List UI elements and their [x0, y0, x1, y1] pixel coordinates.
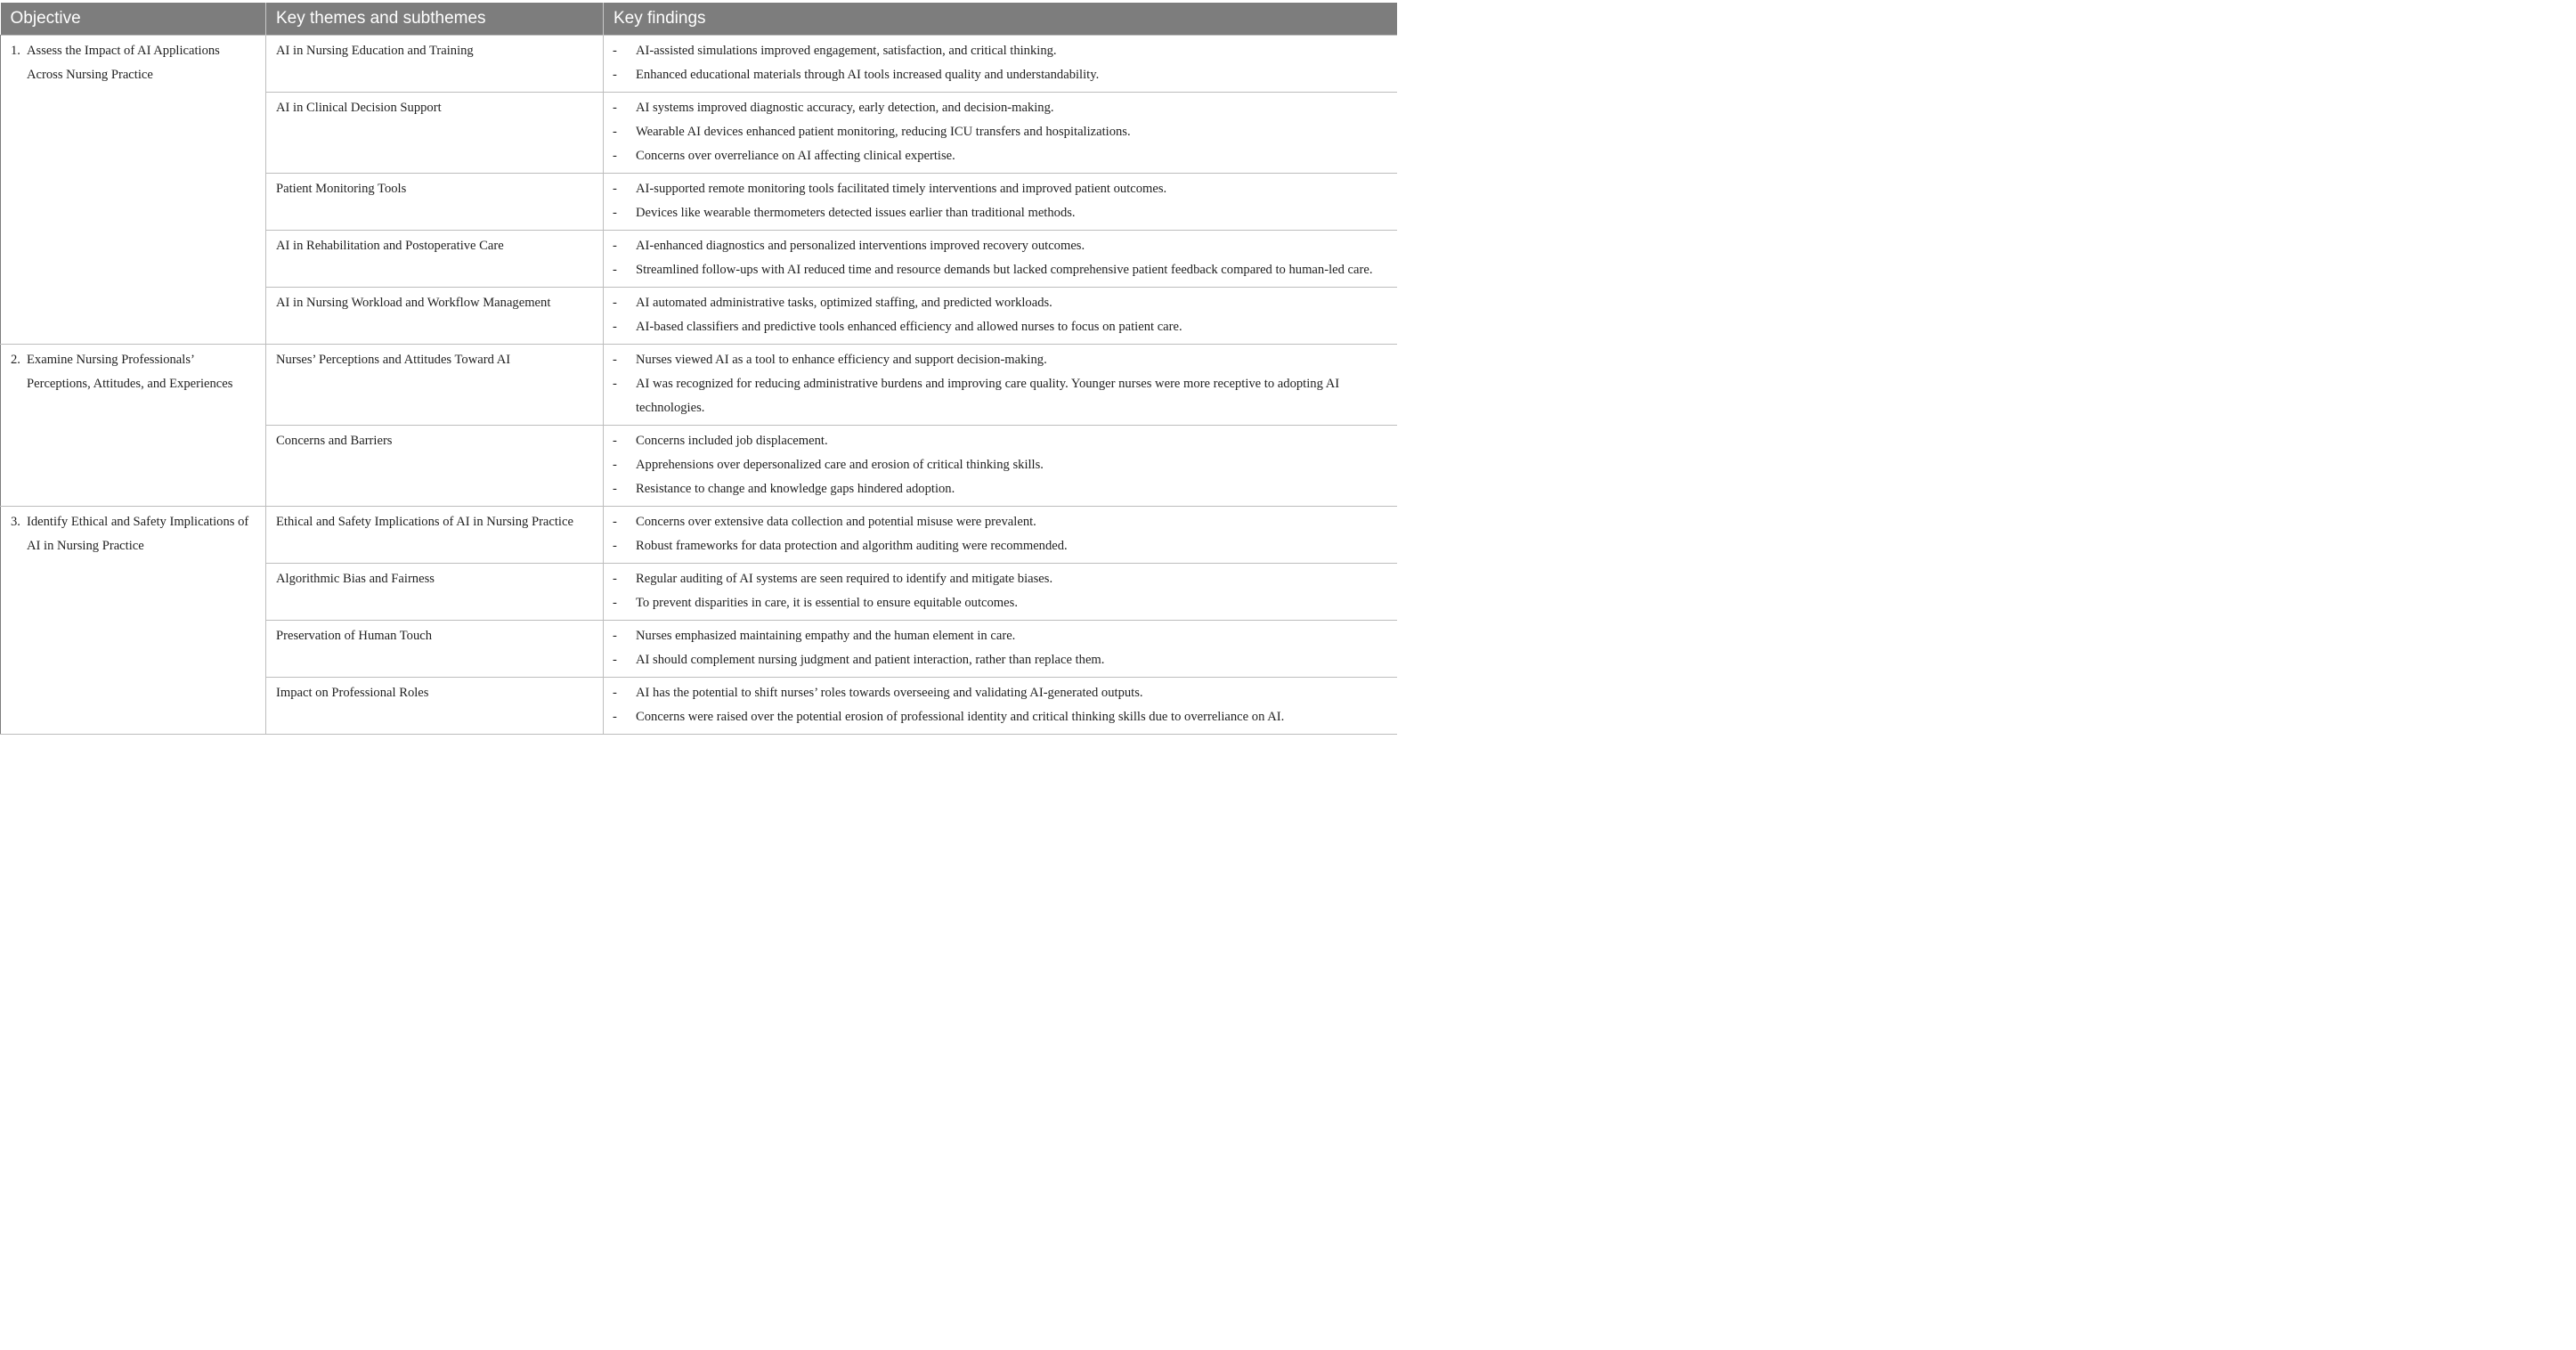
- finding-item: [613, 234, 1388, 258]
- dash-bullet: -: [613, 295, 617, 310]
- theme-cell: AI in Rehabilitation and Postoperative Care: [266, 230, 604, 287]
- finding-text: Streamlined follow-ups with AI reduced time and resource demands but lacked comprehensive patient feedback compared to human-led care.: [636, 262, 1373, 277]
- theme-cell: AI in Clinical Decision Support: [266, 92, 604, 173]
- theme-cell: AI in Nursing Education and Training: [266, 35, 604, 92]
- finding-text: AI was recognized for reducing administrative burdens and improving care quality. Younger nurses were more receptive to adopting AI technologies.: [636, 376, 1340, 415]
- theme-cell: Algorithmic Bias and Fairness: [266, 563, 604, 620]
- finding-item: [613, 705, 1388, 729]
- finding-item: [613, 39, 1388, 63]
- dash-bullet: -: [613, 514, 617, 529]
- theme-cell: Nurses’ Perceptions and Attitudes Toward AI: [266, 344, 604, 425]
- header-themes: Key themes and subthemes: [266, 3, 604, 35]
- finding-item: [613, 567, 1388, 591]
- finding-text: Resistance to change and knowledge gaps hindered adoption.: [636, 481, 955, 496]
- finding-text: Enhanced educational materials through AI tools increased quality and understandability.: [636, 67, 1100, 82]
- finding-text: AI-supported remote monitoring tools facilitated timely interventions and improved patient outcomes.: [636, 181, 1167, 196]
- objective-text: Examine Nursing Professionals’ Perceptions, Attitudes, and Experiences: [27, 352, 233, 391]
- findings-cell: [604, 230, 1397, 287]
- dash-bullet: -: [613, 376, 617, 391]
- objective-cell: [1, 35, 266, 344]
- objective-content: [11, 510, 256, 558]
- finding-item: [613, 624, 1388, 648]
- finding-item: [613, 63, 1388, 87]
- table-header-row: [1, 3, 1397, 35]
- dash-bullet: -: [613, 67, 617, 82]
- findings-cell: [604, 425, 1397, 506]
- finding-text: AI-based classifiers and predictive tools enhanced efficiency and allowed nurses to focus on patient care.: [636, 319, 1182, 334]
- theme-cell: Impact on Professional Roles: [266, 677, 604, 734]
- findings-cell: [604, 620, 1397, 677]
- finding-text: AI systems improved diagnostic accuracy, early detection, and decision-making.: [636, 100, 1054, 115]
- findings-cell: [604, 287, 1397, 344]
- dash-bullet: -: [613, 238, 617, 253]
- dash-bullet: -: [613, 538, 617, 553]
- findings-cell: [604, 344, 1397, 425]
- findings-cell: [604, 506, 1397, 563]
- finding-item: [613, 591, 1388, 615]
- finding-text: Concerns over extensive data collection and potential misuse were prevalent.: [636, 514, 1036, 529]
- dash-bullet: -: [613, 100, 617, 115]
- finding-text: Concerns were raised over the potential erosion of professional identity and critical thinking skills due to overreliance on AI.: [636, 709, 1285, 724]
- finding-item: [613, 258, 1388, 282]
- objective-cell: [1, 344, 266, 506]
- finding-text: AI automated administrative tasks, optimized staffing, and predicted workloads.: [636, 295, 1052, 310]
- theme-cell: Ethical and Safety Implications of AI in Nursing Practice: [266, 506, 604, 563]
- findings-cell: [604, 677, 1397, 734]
- dash-bullet: -: [613, 709, 617, 724]
- finding-text: Nurses viewed AI as a tool to enhance efficiency and support decision-making.: [636, 352, 1047, 367]
- finding-item: [613, 291, 1388, 315]
- dash-bullet: -: [613, 181, 617, 196]
- objective-content: [11, 348, 256, 396]
- finding-item: [613, 510, 1388, 534]
- theme-cell: AI in Nursing Workload and Workflow Management: [266, 287, 604, 344]
- finding-item: [613, 429, 1388, 453]
- dash-bullet: -: [613, 205, 617, 220]
- finding-text: Devices like wearable thermometers detected issues earlier than traditional methods.: [636, 205, 1076, 220]
- dash-bullet: -: [613, 595, 617, 610]
- dash-bullet: -: [613, 43, 617, 58]
- finding-text: AI should complement nursing judgment and patient interaction, rather than replace them.: [636, 652, 1105, 667]
- findings-cell: [604, 92, 1397, 173]
- finding-text: Robust frameworks for data protection and algorithm auditing were recommended.: [636, 538, 1068, 553]
- finding-item: [613, 681, 1388, 705]
- finding-item: [613, 96, 1388, 120]
- dash-bullet: -: [613, 262, 617, 277]
- objective-cell: [1, 506, 266, 734]
- objective-number: 2.: [11, 352, 20, 367]
- dash-bullet: -: [613, 433, 617, 448]
- finding-text: To prevent disparities in care, it is essential to ensure equitable outcomes.: [636, 595, 1018, 610]
- findings-cell: [604, 173, 1397, 230]
- finding-item: [613, 120, 1388, 144]
- theme-cell: Preservation of Human Touch: [266, 620, 604, 677]
- finding-item: [613, 348, 1388, 372]
- table-row: [1, 35, 1397, 92]
- finding-item: [613, 534, 1388, 558]
- theme-cell: Concerns and Barriers: [266, 425, 604, 506]
- objective-text: Identify Ethical and Safety Implications of AI in Nursing Practice: [27, 514, 249, 553]
- finding-text: Nurses emphasized maintaining empathy and the human element in care.: [636, 628, 1016, 643]
- header-findings: Key findings: [604, 3, 1397, 35]
- finding-item: [613, 477, 1388, 501]
- table-row: [1, 344, 1397, 425]
- finding-item: [613, 648, 1388, 672]
- dash-bullet: -: [613, 148, 617, 163]
- dash-bullet: -: [613, 628, 617, 643]
- finding-item: [613, 201, 1388, 225]
- dash-bullet: -: [613, 652, 617, 667]
- dash-bullet: -: [613, 481, 617, 496]
- findings-cell: [604, 563, 1397, 620]
- finding-text: AI-enhanced diagnostics and personalized interventions improved recovery outcomes.: [636, 238, 1085, 253]
- theme-cell: Patient Monitoring Tools: [266, 173, 604, 230]
- finding-item: [613, 372, 1388, 420]
- finding-item: [613, 144, 1388, 168]
- header-objective: Objective: [1, 3, 266, 35]
- finding-text: Concerns over overreliance on AI affecting clinical expertise.: [636, 148, 955, 163]
- objective-number: 1.: [11, 43, 20, 58]
- finding-text: Concerns included job displacement.: [636, 433, 828, 448]
- finding-text: Apprehensions over depersonalized care and erosion of critical thinking skills.: [636, 457, 1044, 472]
- dash-bullet: -: [613, 352, 617, 367]
- dash-bullet: -: [613, 319, 617, 334]
- findings-cell: [604, 35, 1397, 92]
- objective-content: [11, 39, 256, 87]
- dash-bullet: -: [613, 457, 617, 472]
- dash-bullet: -: [613, 124, 617, 139]
- table-body: [1, 35, 1397, 734]
- objective-text: Assess the Impact of AI Applications Across Nursing Practice: [27, 43, 220, 82]
- dash-bullet: -: [613, 685, 617, 700]
- themes-findings-table: [0, 3, 1397, 735]
- finding-text: AI-assisted simulations improved engagement, satisfaction, and critical thinking.: [636, 43, 1057, 58]
- finding-text: Wearable AI devices enhanced patient monitoring, reducing ICU transfers and hospitalizations.: [636, 124, 1131, 139]
- finding-item: [613, 315, 1388, 339]
- dash-bullet: -: [613, 571, 617, 586]
- finding-text: Regular auditing of AI systems are seen required to identify and mitigate biases.: [636, 571, 1053, 586]
- objective-number: 3.: [11, 514, 20, 529]
- table-row: [1, 506, 1397, 563]
- finding-item: [613, 177, 1388, 201]
- finding-text: AI has the potential to shift nurses’ roles towards overseeing and validating AI-generated outputs.: [636, 685, 1143, 700]
- finding-item: [613, 453, 1388, 477]
